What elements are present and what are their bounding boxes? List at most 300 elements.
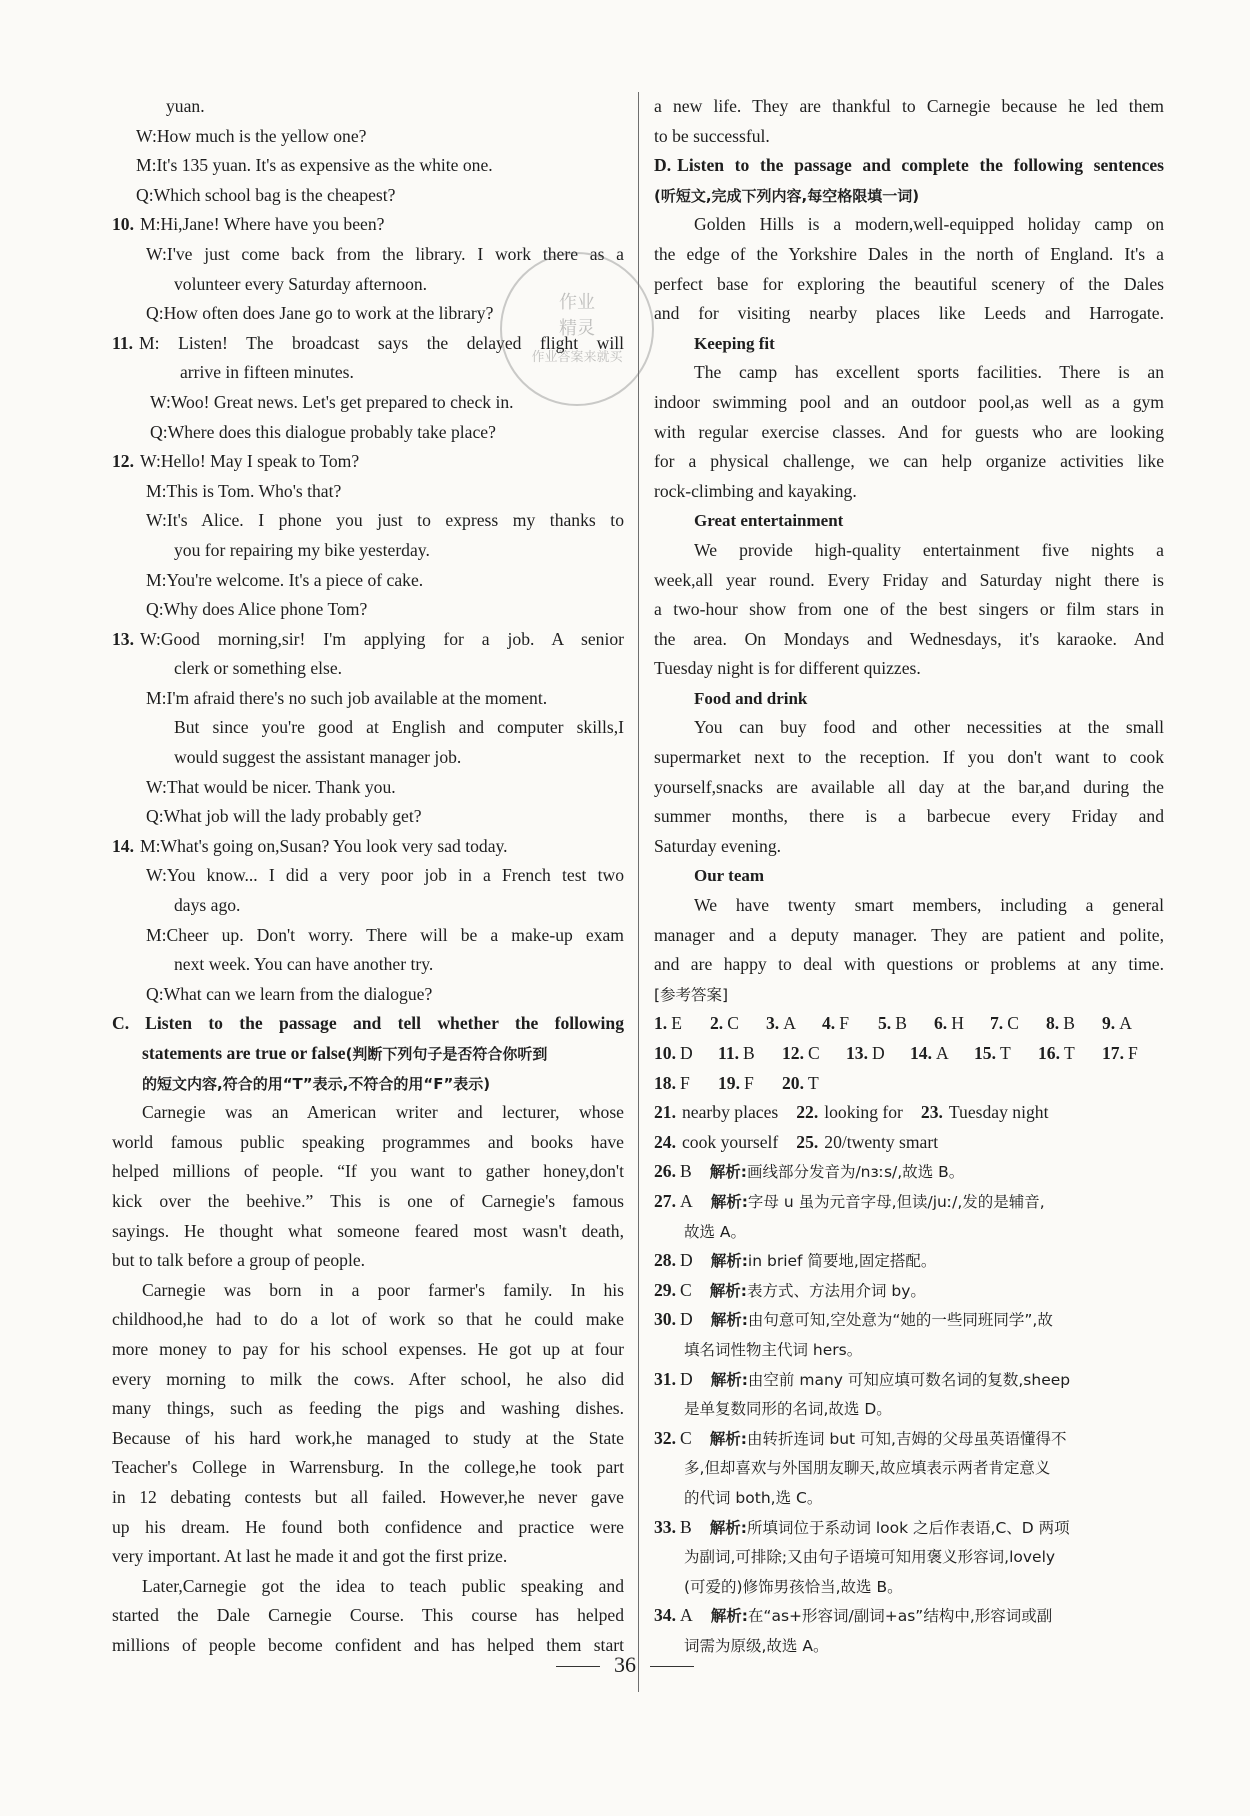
passage-line: [112, 1246, 624, 1276]
passage-line: [112, 1128, 624, 1158]
dialogue-line: [112, 536, 624, 566]
line-text: arrive in fifteen minutes.: [180, 362, 354, 383]
line-text: childhood,he had to do a lot of work so that he could make: [112, 1309, 624, 1330]
line-text: supermarket next to the reception. If you don't want to cook: [654, 747, 1164, 768]
explanation-number: 26.: [654, 1161, 676, 1182]
line-text: We have twenty smart members, including a general: [694, 895, 1164, 916]
line-text: M:I'm afraid there's no such job available at the moment.: [146, 687, 548, 708]
explanation-answer: D: [680, 1368, 693, 1389]
answer-cell: [796, 1128, 938, 1158]
answer-cell: [654, 1069, 718, 1099]
dialogue-line: [112, 447, 624, 477]
dialogue-line: [112, 595, 624, 625]
subheading-line: [654, 329, 1164, 359]
answer-letter: H: [951, 1013, 964, 1034]
explanation-number: 31.: [654, 1368, 676, 1389]
answer-number: 19.: [718, 1072, 740, 1093]
answer-cell: [796, 1098, 903, 1128]
answer-cell: [654, 1128, 778, 1158]
passage-line: [654, 566, 1164, 596]
answer-number: 16.: [1038, 1043, 1060, 1063]
line-text: Q:What can we learn from the dialogue?: [146, 983, 433, 1004]
answer-cell: [1102, 1039, 1164, 1069]
section-d-cn: (听短文,完成下列内容,每空格限填一词): [654, 186, 920, 205]
explanation-text: 多,但却喜欢与外国朋友聊天,故应填表示两者肯定意义: [684, 1459, 1051, 1478]
answer-letter: T: [1000, 1043, 1011, 1063]
answer-cell: [718, 1069, 782, 1099]
explanation-text: 在“as+形容词/副词+as”结构中,形容词或副: [747, 1607, 1053, 1626]
line-text: kick over the beehive.” This is one of Carnegie's famous: [112, 1190, 624, 1211]
dialogue-line: [112, 181, 624, 211]
line-text: would suggest the assistant manager job.: [174, 747, 462, 768]
answer-number: 23.: [920, 1102, 943, 1123]
answer-cell: [1046, 1009, 1102, 1039]
explanation-text: (可爱的)修饰男孩恰当,故选 B。: [684, 1577, 903, 1596]
explanation-answer: A: [680, 1605, 693, 1626]
line-text: world famous public speaking programmes and books have: [112, 1131, 624, 1152]
line-text: sayings. He thought what someone feared most wasn't death,: [112, 1220, 624, 1241]
line-text: and for visiting nearby places like Leeds and Harrogate.: [654, 303, 1164, 324]
answer-cell: [878, 1009, 934, 1039]
explanation-line: [654, 1187, 1164, 1217]
line-text: W:Hello! May I speak to Tom?: [140, 451, 360, 472]
line-text: helped millions of people. “If you want to gather honey,don't: [112, 1161, 624, 1182]
line-text: up his dream. He found both confidence and practice were: [112, 1516, 624, 1537]
answer-number: 18.: [654, 1072, 676, 1093]
line-text: Carnegie was an American writer and lecturer, whose: [142, 1102, 624, 1123]
line-text: the area. On Mondays and Wednesdays, it's karaoke. And: [654, 628, 1164, 649]
watermark-stamp: [500, 252, 654, 406]
line-text: Teacher's College in Warrensburg. In the college,he took part: [112, 1457, 624, 1478]
answer-number: 13.: [846, 1043, 868, 1063]
item-number: 12.: [112, 451, 134, 472]
passage-line: [112, 1601, 624, 1631]
answer-cell: [974, 1039, 1038, 1069]
section-d-title: Listen to the passage and complete the following sentences: [677, 155, 1164, 176]
dialogue-line: [112, 92, 624, 122]
dialogue-line: [112, 891, 624, 921]
section-c-heading: [112, 1009, 624, 1039]
answer-cell: [782, 1069, 846, 1099]
answer-letter: C: [1007, 1013, 1019, 1034]
explanation-line: [654, 1453, 1164, 1483]
line-text: Q:Where does this dialogue probably take place?: [150, 421, 496, 442]
passage-line: [654, 122, 1164, 152]
line-text: Q:Which school bag is the cheapest?: [136, 184, 396, 205]
section-c-title: Listen to the passage and tell whether the following: [145, 1013, 624, 1034]
passage-line: [654, 536, 1164, 566]
passage-line: [654, 595, 1164, 625]
section-c-label: C.: [112, 1013, 130, 1034]
section-heading: Our team: [694, 866, 765, 886]
answer-cell: [766, 1009, 822, 1039]
answer-cell: [1038, 1039, 1102, 1069]
subheading-line: [654, 506, 1164, 536]
answer-text: 20/twenty smart: [824, 1131, 939, 1152]
passage-line: [112, 1335, 624, 1365]
passage-line: [654, 240, 1164, 270]
line-text: But since you're good at English and computer skills,I: [174, 717, 624, 738]
line-text: but to talk before a group of people.: [112, 1250, 366, 1271]
passage-line: [654, 743, 1164, 773]
answer-letter: T: [1064, 1043, 1075, 1063]
line-text: the edge of the Yorkshire Dales in the north of England. It's a: [654, 243, 1164, 264]
answer-number: 25.: [796, 1131, 819, 1152]
answer-letter: F: [744, 1072, 754, 1093]
line-text: Golden Hills is a modern,well-equipped holiday camp on: [694, 214, 1164, 235]
passage-line: [112, 1483, 624, 1513]
dialogue-line: [112, 625, 624, 655]
answer-letter: E: [671, 1013, 682, 1034]
explanation-answer: C: [680, 1279, 692, 1300]
passage-line: [654, 713, 1164, 743]
answer-cell: [710, 1009, 766, 1039]
answer-number: 2.: [710, 1013, 724, 1034]
dialogue-line: [112, 950, 624, 980]
passage-line: [654, 477, 1164, 507]
answer-letter: C: [808, 1043, 820, 1063]
answer-cell: [934, 1009, 990, 1039]
explanation-text: 填名词性物主代词 hers。: [684, 1340, 863, 1359]
line-text: a two-hour show from one of the best singers or film stars in: [654, 599, 1164, 620]
dialogue-line: [112, 802, 624, 832]
answer-number: 4.: [822, 1013, 836, 1034]
subheading-line: [654, 684, 1164, 714]
line-text: week,all year round. Every Friday and Saturday night there is: [654, 569, 1164, 590]
line-text: Saturday evening.: [654, 835, 782, 856]
passage-line: [654, 891, 1164, 921]
right-column: [654, 92, 1164, 1660]
line-text: yuan.: [166, 96, 205, 116]
answer-text: nearby places: [682, 1102, 779, 1123]
answer-cell: [990, 1009, 1046, 1039]
dialogue-line: [112, 506, 624, 536]
watermark-line1: 作业: [559, 292, 595, 313]
line-text: in 12 debating contests but all failed. However,he never gave: [112, 1486, 624, 1507]
answer-number: 12.: [782, 1043, 804, 1063]
line-text: M:This is Tom. Who's that?: [146, 480, 342, 501]
explanation-label: 解析:: [709, 1518, 747, 1537]
section-c-heading-3: [112, 1069, 624, 1099]
answer-header-text: [参考答案]: [654, 985, 729, 1004]
explanation-text: 所填词位于系动词 look 之后作表语,C、D 两项: [746, 1518, 1070, 1537]
passage-line: [112, 1187, 624, 1217]
explanation-number: 27.: [654, 1190, 676, 1211]
explanation-label: 解析:: [709, 1429, 747, 1448]
dialogue-line: [112, 980, 624, 1010]
item-number: 10.: [112, 214, 134, 235]
dialogue-line: [112, 713, 624, 743]
line-text: very important. At last he made it and got the first prize.: [112, 1546, 508, 1567]
answer-row: [654, 1009, 1164, 1039]
dialogue-line: [112, 210, 624, 240]
answer-text: looking for: [824, 1102, 903, 1123]
section-heading: Food and drink: [694, 688, 808, 708]
answer-number: 5.: [878, 1013, 892, 1034]
passage-line: [654, 773, 1164, 803]
explanation-text: 为副词,可排除;又由句子语境可知用褒义形容词,lovely: [684, 1548, 1056, 1567]
item-number: 13.: [112, 628, 134, 649]
dialogue-line: [112, 861, 624, 891]
explanation-text: 是单复数同形的名词,故选 D。: [684, 1400, 892, 1419]
answer-row: [654, 1098, 1164, 1128]
passage-line: [112, 1513, 624, 1543]
line-text: for a physical challenge, we can help organize activities like: [654, 451, 1164, 472]
explanation-line: [654, 1542, 1164, 1572]
section-c-cn-2: 的短文内容,符合的用“T”表示,不符合的用“F”表示): [142, 1074, 491, 1093]
explanation-label: 解析:: [710, 1192, 748, 1211]
line-text: M:What's going on,Susan? You look very sad today.: [140, 835, 508, 856]
answer-row: [654, 1069, 1164, 1099]
answer-number: 1.: [654, 1013, 668, 1034]
passage-line: [654, 92, 1164, 122]
answer-letter: A: [783, 1013, 796, 1034]
passage-line: [112, 1453, 624, 1483]
passage-line: [654, 625, 1164, 655]
answer-cell: [718, 1039, 782, 1069]
line-text: We provide high-quality entertainment five nights a: [694, 539, 1164, 560]
answer-text: cook yourself: [682, 1131, 779, 1152]
answer-cell: [910, 1039, 974, 1069]
section-heading: Keeping fit: [694, 333, 775, 353]
answer-number: 15.: [974, 1043, 996, 1063]
dialogue-line: [112, 773, 624, 803]
line-text: many things, such as feeding the pigs and washing dishes.: [112, 1398, 624, 1419]
line-text: yourself,snacks are available all day at the bar,and during the: [654, 776, 1164, 797]
section-d-heading-2: [654, 181, 1164, 211]
explanation-label: 解析:: [710, 1607, 748, 1626]
passage-line: [112, 1217, 624, 1247]
item-number: 11.: [112, 332, 134, 353]
answer-number: 10.: [654, 1043, 676, 1063]
passage-line: [654, 802, 1164, 832]
dialogue-line: [112, 921, 624, 951]
explanation-number: 33.: [654, 1516, 676, 1537]
explanation-text: 表方式、方法用介词 by。: [746, 1281, 926, 1300]
line-text: millions of people become confident and has helped them start: [112, 1634, 624, 1655]
answer-number: 8.: [1046, 1013, 1060, 1034]
answer-letter: F: [1128, 1043, 1138, 1063]
line-text: rock-climbing and kayaking.: [654, 480, 857, 501]
explanation-line: [654, 1305, 1164, 1335]
answer-cell: [654, 1098, 778, 1128]
line-text: every morning to milk the cows. After school, he also did: [112, 1368, 624, 1389]
section-c-title-2: statements are true or false: [142, 1043, 346, 1063]
explanation-label: 解析:: [709, 1281, 747, 1300]
explanation-line: [654, 1276, 1164, 1306]
section-d-heading: [654, 151, 1164, 181]
line-text: M:It's 135 yuan. It's as expensive as the white one.: [136, 155, 493, 176]
answer-letter: B: [743, 1043, 755, 1063]
answer-cell: [1102, 1009, 1158, 1039]
passage-line: [112, 1394, 624, 1424]
line-text: W:It's Alice. I phone you just to express my thanks to: [146, 510, 624, 531]
watermark-line3: 作业答案来就买: [531, 350, 623, 365]
item-number: 14.: [112, 835, 134, 856]
line-text: W:Woo! Great news. Let's get prepared to check in.: [150, 391, 514, 412]
answer-cell: [921, 1098, 1049, 1128]
dialogue-line: [112, 566, 624, 596]
explanation-label: 解析:: [710, 1311, 748, 1330]
answer-letter: D: [872, 1043, 885, 1063]
explanation-number: 30.: [654, 1309, 676, 1330]
subheading-line: [654, 861, 1164, 891]
explanation-line: [654, 1394, 1164, 1424]
explanation-text: 故选 A。: [684, 1222, 747, 1241]
line-text: manager and a deputy manager. They are patient and polite,: [654, 924, 1164, 945]
dialogue-line: [112, 418, 624, 448]
answer-number: 11.: [718, 1043, 740, 1063]
section-d-label: D.: [654, 155, 672, 176]
line-text: more money to pay for his school expenses. He got up at four: [112, 1338, 624, 1359]
page-footer: [0, 1652, 1250, 1678]
answer-row: [654, 1039, 1164, 1069]
explanation-line: [654, 1601, 1164, 1631]
explanation-answer: B: [680, 1161, 692, 1182]
passage-line: [654, 210, 1164, 240]
explanation-number: 34.: [654, 1605, 676, 1626]
explanation-number: 29.: [654, 1279, 676, 1300]
line-text: clerk or something else.: [174, 658, 343, 679]
passage-line: [112, 1305, 624, 1335]
line-text: M: Listen! The broadcast says the delayed flight will: [139, 332, 624, 353]
answer-letter: A: [1119, 1013, 1132, 1034]
passage-line: [654, 358, 1164, 388]
answer-number: 17.: [1102, 1043, 1124, 1063]
answer-cell: [822, 1009, 878, 1039]
dialogue-line: [112, 832, 624, 862]
explanation-text: 字母 u 虽为元音字母,但读/juː/,发的是辅音,: [747, 1192, 1045, 1211]
explanation-line: [654, 1572, 1164, 1602]
line-text: indoor swimming pool and an outdoor pool,as well as a gym: [654, 391, 1164, 412]
answer-number: 24.: [654, 1131, 676, 1152]
explanation-number: 28.: [654, 1250, 676, 1271]
answer-number: 21.: [654, 1102, 676, 1123]
dialogue-line: [112, 477, 624, 507]
answer-letter: C: [727, 1013, 739, 1034]
line-text: Because of his hard work,he managed to study at the State: [112, 1427, 624, 1448]
section-heading: Great entertainment: [694, 511, 844, 531]
passage-line: [654, 921, 1164, 951]
passage-line: [112, 1365, 624, 1395]
explanation-line: [654, 1217, 1164, 1247]
passage-line: [654, 270, 1164, 300]
passage-line: [112, 1157, 624, 1187]
explanation-text: in brief 简要地,固定搭配。: [747, 1252, 937, 1271]
explanation-answer: D: [680, 1250, 693, 1271]
line-text: and are happy to deal with questions or problems at any time.: [654, 954, 1164, 975]
line-text: W:How much is the yellow one?: [136, 125, 367, 146]
explanation-label: 解析:: [710, 1370, 748, 1389]
answer-number: 20.: [782, 1072, 804, 1093]
line-text: Later,Carnegie got the idea to teach public speaking and: [142, 1575, 624, 1596]
line-text: M:Cheer up. Don't worry. There will be a make-up exam: [146, 924, 624, 945]
answer-number: 3.: [766, 1013, 780, 1034]
explanation-label: 解析:: [710, 1252, 748, 1271]
watermark-line2: 精灵: [559, 318, 595, 339]
explanation-line: [654, 1246, 1164, 1276]
explanation-number: 32.: [654, 1427, 676, 1448]
line-text: Tuesday night is for different quizzes.: [654, 658, 921, 679]
line-text: next week. You can have another try.: [174, 954, 434, 975]
answer-number: 6.: [934, 1013, 948, 1034]
explanation-label: 解析:: [709, 1163, 747, 1182]
page-number: 36: [614, 1652, 636, 1677]
line-text: W:I've just come back from the library. I work there as a: [146, 243, 624, 264]
line-text: with regular exercise classes. And for guests who are looking: [654, 421, 1164, 442]
explanation-line: [654, 1157, 1164, 1187]
answer-letter: B: [1063, 1013, 1075, 1034]
explanation-text: 由转折连词 but 可知,吉姆的父母虽英语懂得不: [746, 1429, 1067, 1448]
answer-text: Tuesday night: [948, 1102, 1049, 1123]
passage-line: [654, 418, 1164, 448]
line-text: a new life. They are thankful to Carnegie because he led them: [654, 96, 1164, 116]
explanation-text: 词需为原级,故选 A。: [684, 1636, 829, 1655]
explanation-answer: B: [680, 1516, 692, 1537]
line-text: You can buy food and other necessities at the small: [694, 717, 1164, 738]
passage-line: [654, 447, 1164, 477]
line-text: started the Dale Carnegie Course. This course has helped: [112, 1605, 624, 1626]
answer-letter: F: [680, 1072, 690, 1093]
answer-letter: A: [936, 1043, 949, 1063]
answer-letter: F: [839, 1013, 849, 1034]
passage-line: [112, 1572, 624, 1602]
dialogue-line: [112, 151, 624, 181]
answer-cell: [782, 1039, 846, 1069]
passage-line: [654, 832, 1164, 862]
line-text: you for repairing my bike yesterday.: [174, 539, 430, 560]
passage-line: [654, 299, 1164, 329]
line-text: Q:What job will the lady probably get?: [146, 806, 422, 827]
passage-line: [112, 1098, 624, 1128]
passage-line: [112, 1424, 624, 1454]
line-text: M:You're welcome. It's a piece of cake.: [146, 569, 424, 590]
line-text: M:Hi,Jane! Where have you been?: [140, 214, 385, 235]
line-text: summer months, there is a barbecue every Friday and: [654, 806, 1164, 827]
explanation-line: [654, 1483, 1164, 1513]
line-text: perfect base for exploring the beautiful scenery of the Dales: [654, 273, 1164, 294]
dialogue-line: [112, 684, 624, 714]
explanation-text: 由空前 many 可知应填可数名词的复数,sheep: [747, 1370, 1071, 1389]
explanation-text: 画线部分发音为/nɜːs/,故选 B。: [746, 1163, 965, 1182]
explanation-text: 的代词 both,选 C。: [684, 1488, 823, 1507]
answer-letter: B: [895, 1013, 907, 1034]
line-text: W:Good morning,sir! I'm applying for a job. A senior: [140, 628, 624, 649]
answer-cell: [654, 1039, 718, 1069]
answer-cell: [846, 1039, 910, 1069]
footer-dash-right: [650, 1666, 694, 1667]
dialogue-line: [112, 654, 624, 684]
explanation-line: [654, 1513, 1164, 1543]
line-text: to be successful.: [654, 125, 770, 146]
answer-letter: D: [680, 1043, 693, 1063]
explanation-answer: D: [680, 1309, 693, 1330]
passage-line: [112, 1276, 624, 1306]
answer-number: 7.: [990, 1013, 1004, 1034]
answer-row: [654, 1128, 1164, 1158]
explanation-line: [654, 1424, 1164, 1454]
line-text: Q:Why does Alice phone Tom?: [146, 599, 368, 620]
dialogue-line: [112, 743, 624, 773]
answer-number: 22.: [796, 1102, 819, 1123]
section-c-heading-2: [112, 1039, 624, 1069]
explanation-answer: C: [680, 1427, 692, 1448]
answer-cell: [654, 1009, 710, 1039]
section-c-cn-1: (判断下列句子是否符合你听到: [345, 1045, 548, 1063]
footer-dash-left: [556, 1666, 600, 1667]
line-text: W:That would be nicer. Thank you.: [146, 776, 396, 797]
dialogue-line: [112, 122, 624, 152]
